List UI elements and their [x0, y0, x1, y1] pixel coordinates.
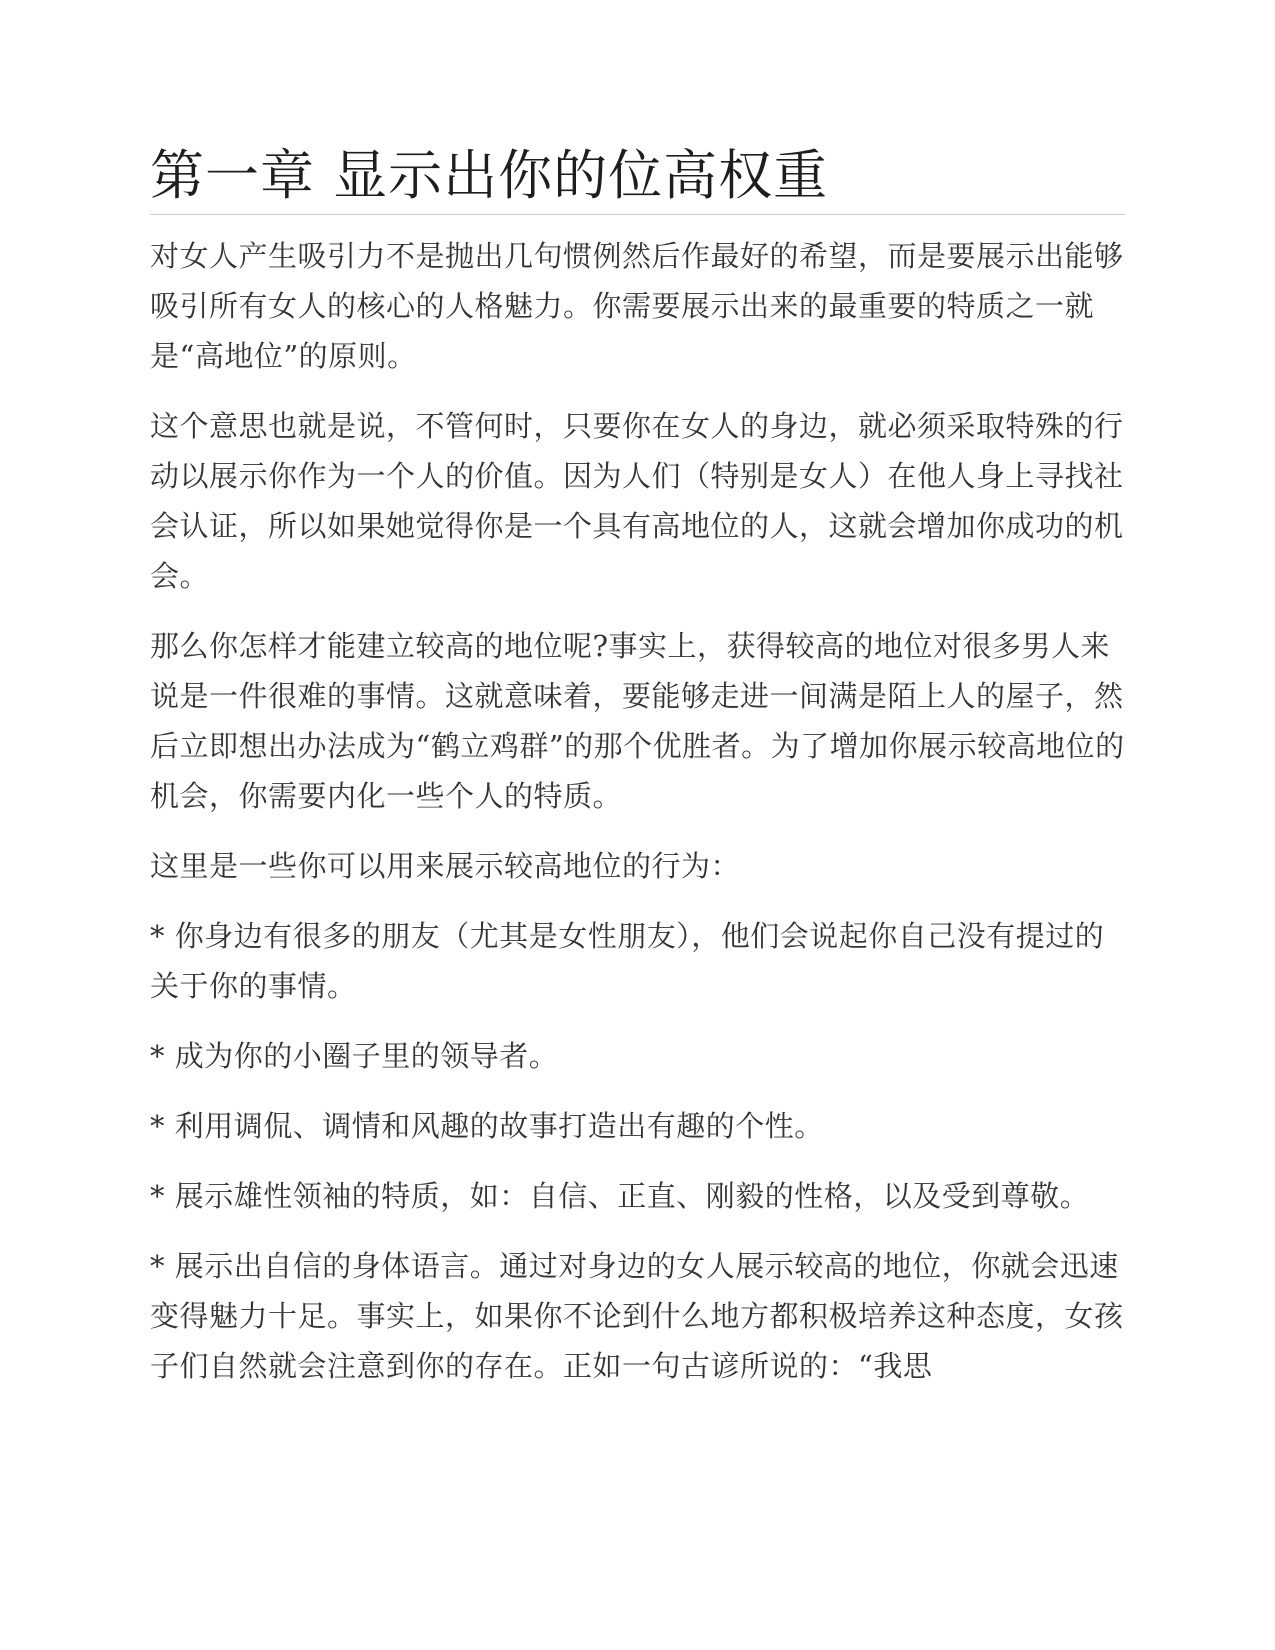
chapter-body [150, 231, 1125, 1391]
chapter-title: 第一章 显示出你的位高权重 [150, 140, 1125, 215]
paragraph-how-to: 那么你怎样才能建立较高的地位呢?事实上，获得较高的地位对很多男人来说是一件很难的事情。这就意味着，要能够走进一间满是陌上人的屋子，然后立即想出办法成为“鹤立鸡群”的那个优胜者。为了增加你展示较高地位的机会，你需要内化一些个人的特质。 [150, 629, 1125, 813]
list-item-personality: * 利用调侃、调情和风趣的故事打造出有趣的个性。 [150, 1109, 824, 1143]
paragraph-meaning: 这个意思也就是说，不管何时，只要你在女人的身边，就必须采取特殊的行动以展示你作为一个人的价值。因为人们（特别是女人）在他人身上寻找社会认证，所以如果她觉得你是一个具有高地位的人，这就会增加你成功的机会。 [150, 409, 1124, 593]
list-item-leader: * 成为你的小圈子里的领导者。 [150, 1039, 559, 1073]
list-item-alpha-traits: * 展示雄性领袖的特质，如：自信、正直、刚毅的性格，以及受到尊敬。 [150, 1179, 1090, 1213]
list-item-body-language: * 展示出自信的身体语言。通过对身边的女人展示较高的地位，你就会迅速变得魅力十足。事实上，如果你不论到什么地方都积极培养这种态度，女孩子们自然就会注意到你的存在。正如一句古谚所说的：“我思 [150, 1249, 1124, 1383]
list-item-friends: * 你身边有很多的朋友（尤其是女性朋友），他们会说起你自己没有提过的关于你的事情。 [150, 919, 1105, 1003]
document-page [150, 140, 1125, 1411]
paragraph-list-intro: 这里是一些你可以用来展示较高地位的行为： [150, 849, 741, 883]
paragraph-intro: 对女人产生吸引力不是抛出几句惯例然后作最好的希望，而是要展示出能够吸引所有女人的核心的人格魅力。你需要展示出来的最重要的特质之一就是“高地位”的原则。 [150, 239, 1124, 373]
